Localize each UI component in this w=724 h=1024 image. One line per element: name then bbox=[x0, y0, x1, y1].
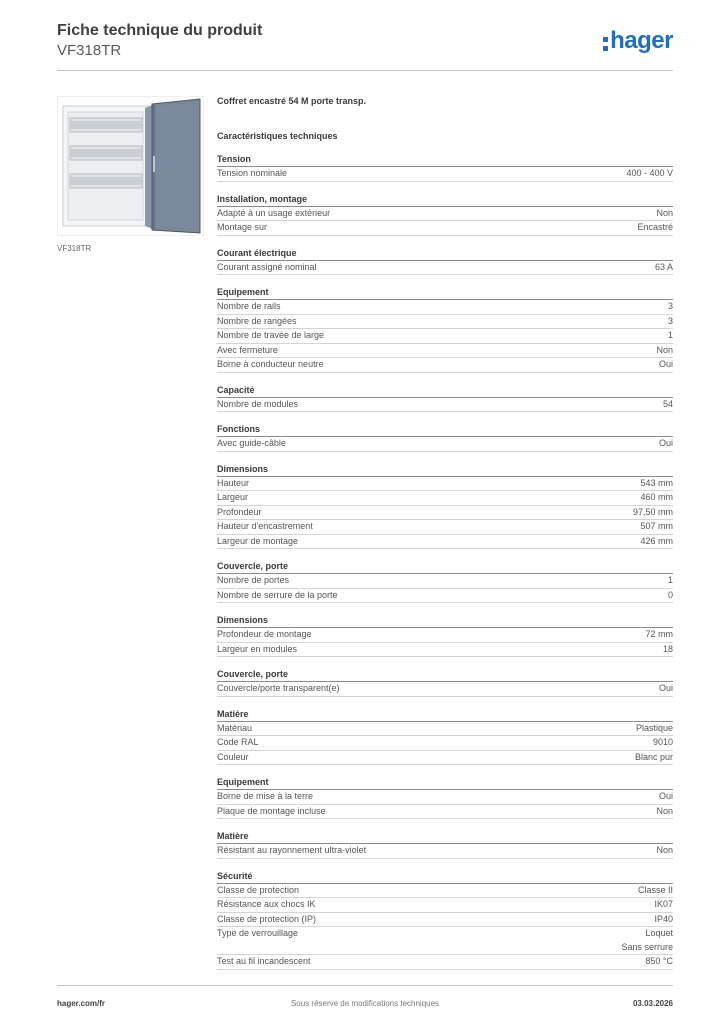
spec-row bbox=[217, 506, 673, 521]
spec-value: 63 A bbox=[654, 261, 673, 272]
group-title: Sécurité bbox=[217, 870, 673, 884]
spec-label: Hauteur d'encastrement bbox=[217, 521, 313, 531]
spec-label: Code RAL bbox=[217, 737, 259, 747]
spec-label: Résistant au rayonnement ultra-violet bbox=[217, 845, 367, 855]
section-heading: Caractéristiques techniques bbox=[217, 131, 338, 141]
spec-label: Nombre de serrure de la porte bbox=[217, 589, 338, 600]
spec-row bbox=[217, 358, 673, 373]
spec-label: Plaque de montage incluse bbox=[217, 805, 326, 816]
spec-value: Blanc pur bbox=[634, 751, 673, 762]
page-footer bbox=[57, 985, 673, 1016]
spec-row bbox=[217, 844, 673, 859]
spec-label: Couleur bbox=[217, 751, 249, 762]
spec-label: Largeur de montage bbox=[217, 535, 299, 546]
spec-value: 3 bbox=[667, 301, 673, 311]
spec-row bbox=[217, 736, 673, 751]
spec-label: Avec fermeture bbox=[217, 344, 278, 355]
group-title: Capacité bbox=[217, 384, 673, 398]
spec-value: Plastique bbox=[635, 722, 673, 733]
spec-value: Oui bbox=[658, 791, 673, 801]
spec-label: Nombre de portes bbox=[217, 575, 290, 585]
spec-label: Avec guide-câble bbox=[217, 438, 286, 448]
spec-value: 0 bbox=[667, 589, 673, 600]
logo-dots-icon bbox=[603, 35, 608, 53]
spec-row bbox=[217, 628, 673, 643]
group-title: Matière bbox=[217, 830, 673, 844]
group-title: Dimensions bbox=[217, 463, 673, 477]
spec-row bbox=[217, 207, 673, 222]
spec-value: Non bbox=[656, 805, 673, 816]
spec-value: Oui bbox=[658, 438, 673, 448]
spec-label: Hauteur bbox=[217, 477, 250, 488]
spec-label: Adapté à un usage extérieur bbox=[217, 207, 331, 218]
footer-website: hager.com/fr bbox=[57, 999, 106, 1008]
page-header bbox=[57, 20, 673, 71]
spec-value: Non bbox=[656, 845, 673, 855]
spec-value: Oui bbox=[658, 359, 673, 369]
spec-value: 9010 bbox=[652, 737, 673, 747]
spec-label: Largeur bbox=[217, 492, 249, 502]
spec-row bbox=[217, 344, 673, 359]
group-title: Courant électrique bbox=[217, 247, 673, 261]
spec-row bbox=[217, 884, 673, 899]
spec-row bbox=[217, 300, 673, 315]
spec-label: Courant assigné nominal bbox=[217, 261, 317, 272]
spec-row bbox=[217, 643, 673, 658]
spec-row bbox=[217, 574, 673, 589]
spec-label: Tension nominale bbox=[217, 168, 288, 178]
spec-label: Résistance aux chocs IK bbox=[217, 899, 316, 909]
spec-row bbox=[217, 221, 673, 236]
spec-row bbox=[217, 913, 673, 928]
spec-label: Borne de mise à la terre bbox=[217, 791, 314, 801]
group-title: Tension bbox=[217, 153, 673, 167]
product-image bbox=[57, 96, 204, 236]
spec-row bbox=[217, 261, 673, 276]
image-caption: VF318TR bbox=[57, 244, 92, 253]
spec-row bbox=[217, 477, 673, 492]
spec-label: Nombre de rails bbox=[217, 301, 281, 311]
group-title: Equipement bbox=[217, 776, 673, 790]
spec-row bbox=[217, 898, 673, 913]
spec-value: 54 bbox=[662, 398, 673, 409]
spec-value: 400 - 400 V bbox=[626, 168, 673, 178]
spec-value: Encastré bbox=[637, 222, 673, 232]
spec-value: IP40 bbox=[654, 913, 673, 924]
product-reference: VF318TR bbox=[57, 42, 122, 59]
spec-value: Non bbox=[656, 207, 673, 218]
spec-row bbox=[217, 520, 673, 535]
spec-row bbox=[217, 315, 673, 330]
spec-label: Largeur en modules bbox=[217, 643, 298, 654]
spec-value: Classe II bbox=[637, 884, 673, 895]
group-title: Couvercle, porte bbox=[217, 560, 673, 574]
spec-label: Nombre de travée de large bbox=[217, 330, 325, 340]
spec-label: Classe de protection (IP) bbox=[217, 913, 317, 924]
spec-row bbox=[217, 790, 673, 805]
spec-row bbox=[217, 589, 673, 604]
spec-value: 460 mm bbox=[640, 492, 673, 502]
spec-value: 850 °C bbox=[645, 956, 673, 966]
group-title: Couvercle, porte bbox=[217, 668, 673, 682]
spec-value: 1 bbox=[667, 330, 673, 340]
document-title: Fiche technique du produit bbox=[57, 22, 263, 39]
product-description: Coffret encastré 54 M porte transp. bbox=[217, 96, 367, 106]
spec-label: Type de verrouillage bbox=[217, 928, 299, 938]
spec-value-line: Loquet bbox=[645, 928, 673, 938]
spec-value: 18 bbox=[662, 643, 673, 654]
group-title: Fonctions bbox=[217, 423, 673, 437]
group-title: Dimensions bbox=[217, 614, 673, 628]
spec-row bbox=[217, 805, 673, 820]
spec-label: Test au fil incandescent bbox=[217, 956, 311, 966]
spec-row bbox=[217, 167, 673, 182]
spec-row bbox=[217, 437, 673, 452]
spec-value: Non bbox=[656, 344, 673, 355]
spec-row bbox=[217, 491, 673, 506]
spec-value: 3 bbox=[667, 315, 673, 326]
spec-label: Matériau bbox=[217, 722, 253, 733]
spec-value: Oui bbox=[658, 683, 673, 693]
spec-value bbox=[621, 927, 673, 954]
spec-label: Profondeur de montage bbox=[217, 629, 312, 639]
group-title: Matière bbox=[217, 708, 673, 722]
hager-logo: hager bbox=[603, 25, 673, 57]
spec-content bbox=[217, 96, 673, 970]
spec-value: 97,50 mm bbox=[632, 506, 673, 517]
spec-value: 1 bbox=[667, 575, 673, 585]
footer-notice: Sous réserve de modifications techniques bbox=[290, 999, 440, 1008]
spec-label: Couvercle/porte transparent(e) bbox=[217, 683, 340, 693]
spec-value: 426 mm bbox=[640, 535, 673, 546]
spec-row bbox=[217, 927, 673, 955]
spec-label: Profondeur bbox=[217, 506, 262, 517]
spec-label: Montage sur bbox=[217, 222, 268, 232]
spec-value: 543 mm bbox=[640, 477, 673, 488]
spec-groups bbox=[217, 153, 673, 970]
spec-label: Classe de protection bbox=[217, 884, 300, 895]
spec-row bbox=[217, 535, 673, 550]
spec-value: 507 mm bbox=[640, 521, 673, 531]
spec-row bbox=[217, 955, 673, 970]
spec-value: 72 mm bbox=[645, 629, 673, 639]
spec-label: Borne à conducteur neutre bbox=[217, 359, 324, 369]
spec-label: Nombre de modules bbox=[217, 398, 299, 409]
spec-row bbox=[217, 682, 673, 697]
spec-label: Nombre de rangées bbox=[217, 315, 297, 326]
spec-value: IK07 bbox=[654, 899, 673, 909]
spec-row bbox=[217, 329, 673, 344]
spec-row bbox=[217, 398, 673, 413]
spec-value-line: Sans serrure bbox=[621, 941, 673, 952]
footer-date: 03.03.2026 bbox=[632, 999, 673, 1008]
group-title: Installation, montage bbox=[217, 193, 673, 207]
group-title: Equipement bbox=[217, 286, 673, 300]
spec-row bbox=[217, 751, 673, 766]
spec-row bbox=[217, 722, 673, 737]
